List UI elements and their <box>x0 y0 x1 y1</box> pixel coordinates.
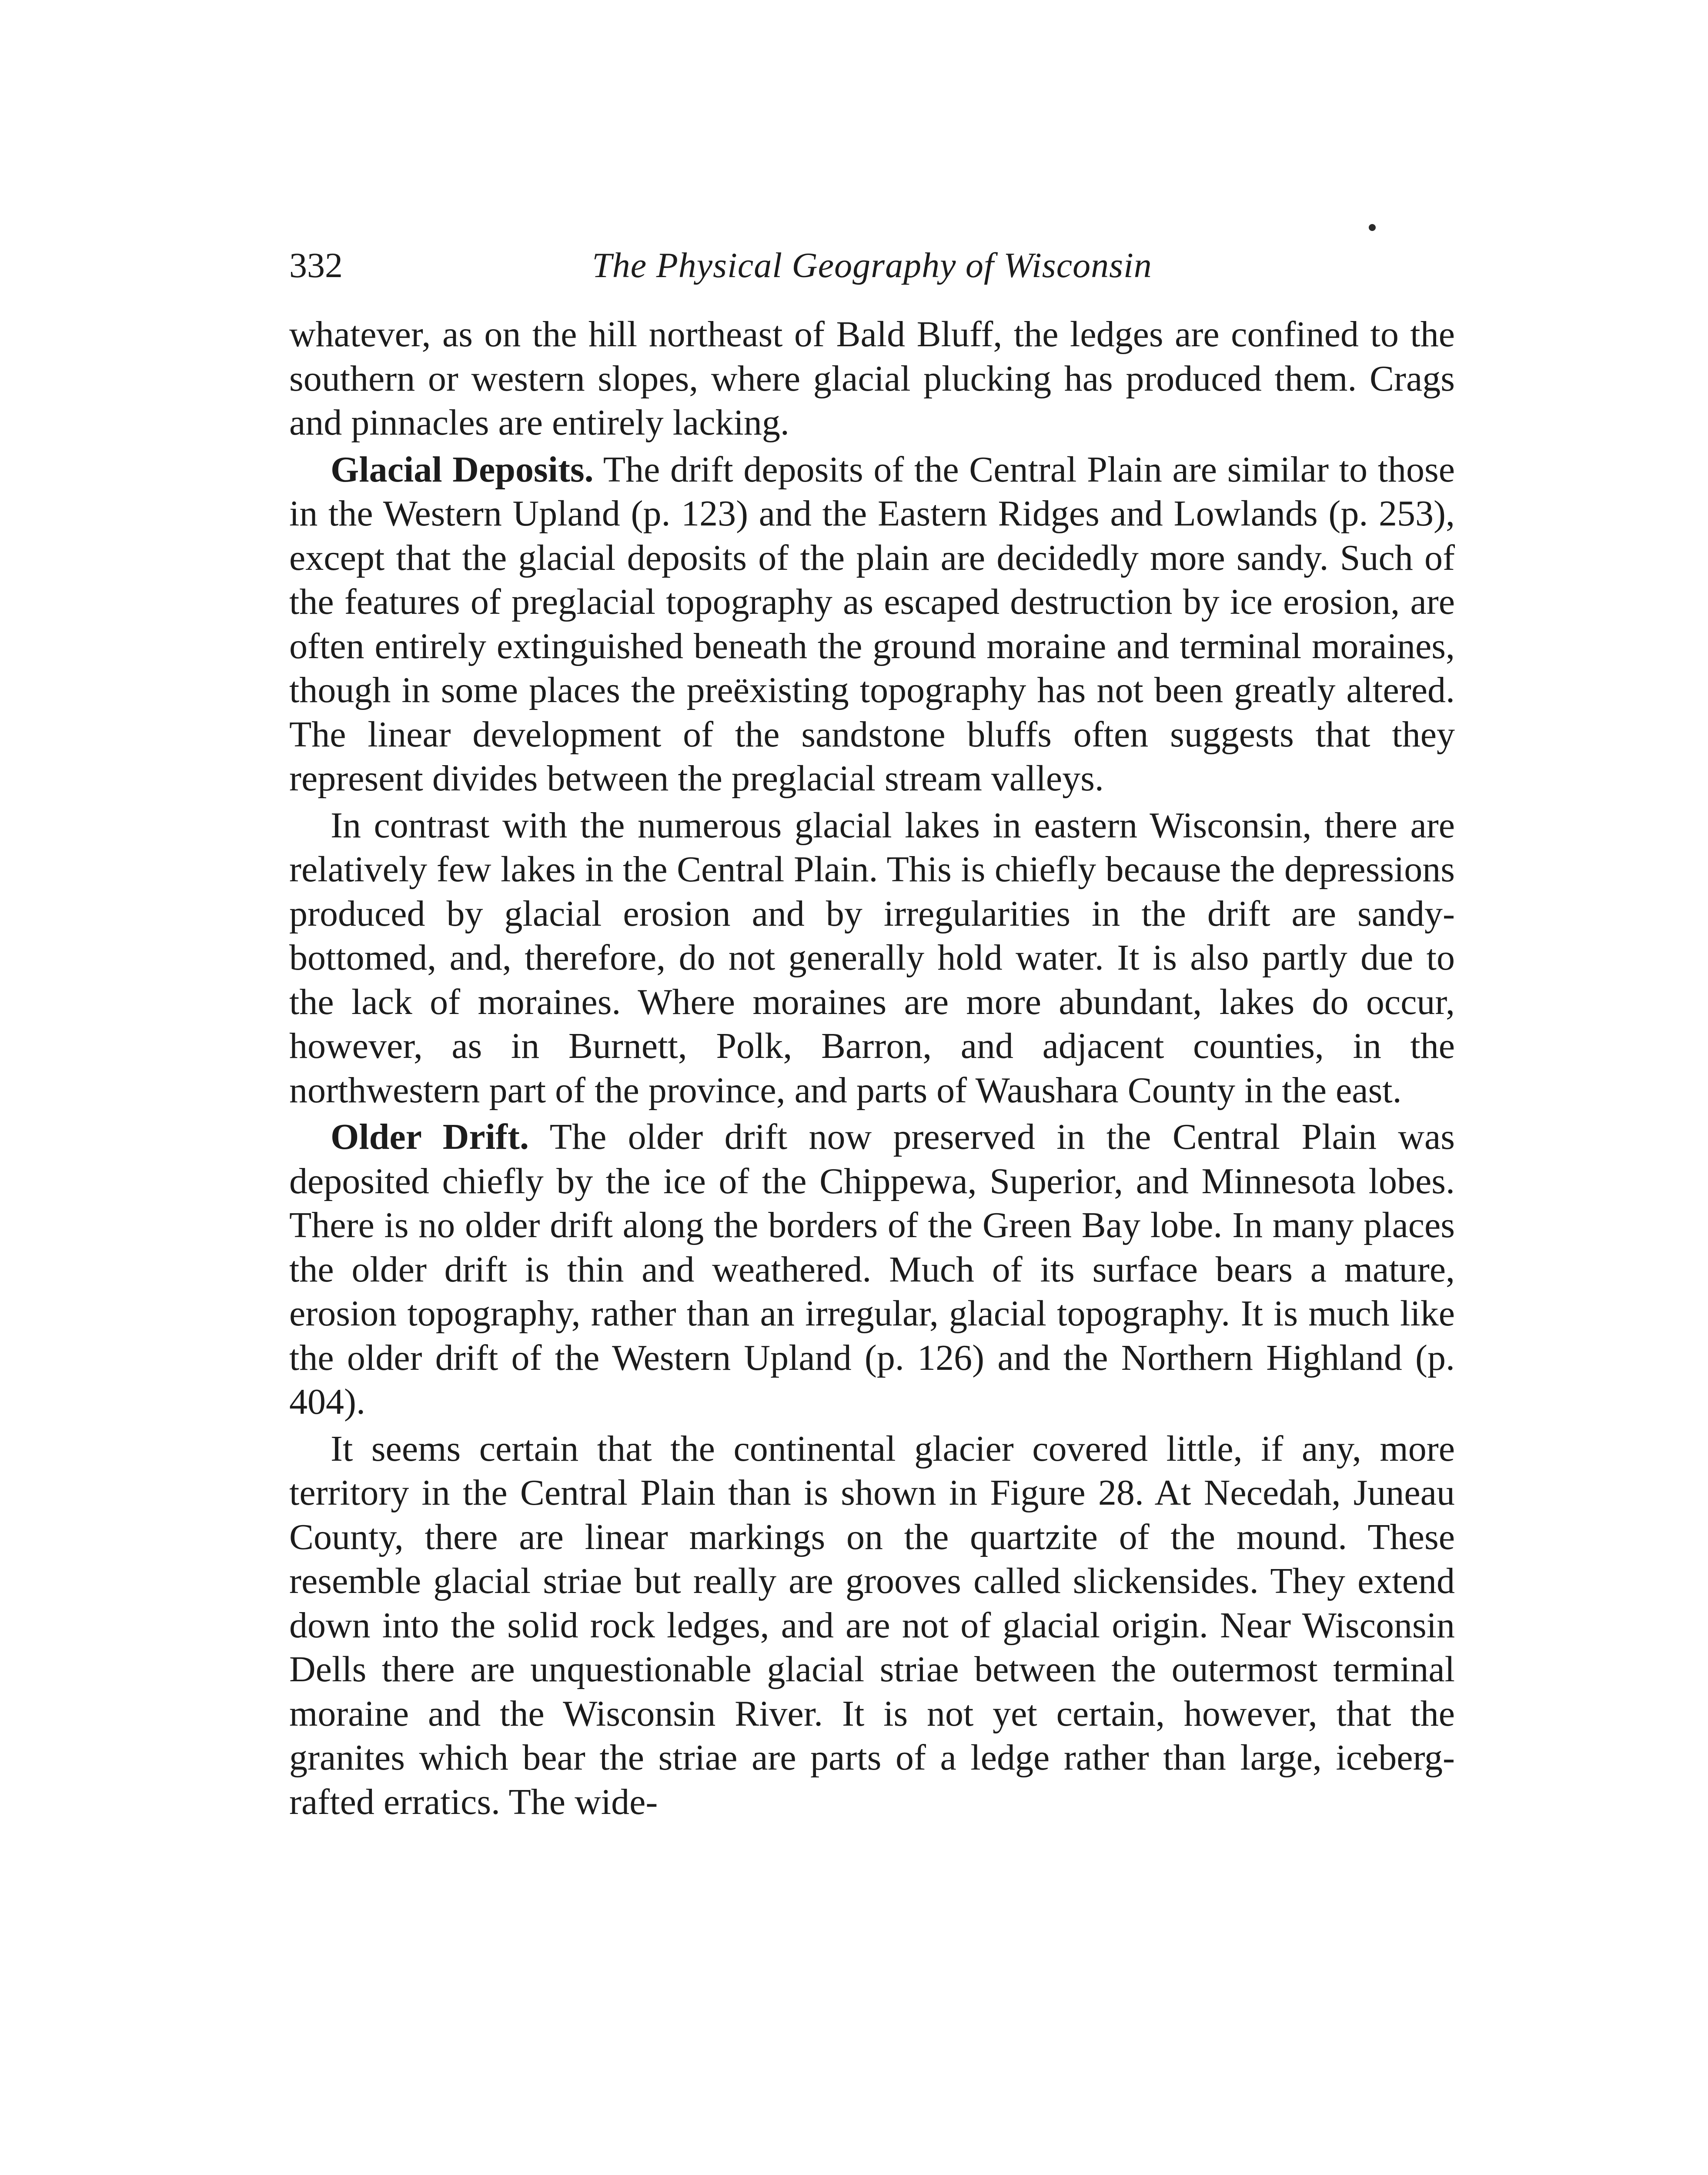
page-number: 332 <box>289 245 343 285</box>
paragraph-glacial-deposits <box>289 448 1455 801</box>
body-text <box>289 312 1455 1827</box>
print-speck <box>1369 224 1376 231</box>
paragraph-older-drift <box>289 1115 1455 1424</box>
section-heading-glacial-deposits: Glacial Deposits. <box>331 449 594 490</box>
paragraph-glacier-extent <box>289 1427 1455 1824</box>
paragraph-text: It seems certain that the continental glacier covered little, if any, more territory in the Central Plain than is shown in Figure 28. At Necedah, Juneau County, there are linear markings on the quartzite of the mound. These resemble glacial striae but really are grooves called slickensides. They extend down into the solid rock ledges, and are not of glacial origin. Near Wisconsin Dells there are unquestionable glacial striae between the outermost terminal moraine and the Wisconsin River. It is not yet certain, however, that the granites which bear the striae are parts of a ledge rather than large, iceberg-rafted erratics. The wide- <box>289 1428 1455 1822</box>
running-title: The Physical Geography of Wisconsin <box>592 245 1152 285</box>
paragraph-continuation <box>289 312 1455 445</box>
paragraph-text: whatever, as on the hill northeast of Bald Bluff, the ledges are confined to the southern or western slopes, where glacial plucking has produced them. Crags and pinnacles are entirely lacking. <box>289 314 1455 443</box>
paragraph-text: The older drift now preserved in the Central Plain was deposited chiefly by the ice of the Chippewa, Superior, and Minnesota lobes. There is no older drift along the borders of the Green Bay lobe. In many places the older drift is thin and weathered. Much of its surface bears a mature, erosion topography, rather than an irregular, glacial topography. It is much like the older drift of the Western Upland (p. 126) and the Northern Highland (p. 404). <box>289 1117 1455 1422</box>
paragraph-text: The drift deposits of the Central Plain are similar to those in the Western Upland (p. 123) and the Eastern Ridges and Lowlands (p. 253), except that the glacial deposits of the plain are decidedly more sandy. Such of the features of preglacial topography as escaped destruction by ice erosion, are often entirely extinguished beneath the ground moraine and terminal moraines, though in some places the preëxisting topography has not been greatly altered. The linear development of the sandstone bluffs often suggests that they represent divides between the preglacial stream valleys. <box>289 449 1455 799</box>
page-header <box>289 235 1455 296</box>
paragraph-text: In contrast with the numerous glacial lakes in eastern Wisconsin, there are relatively few lakes in the Central Plain. This is chiefly because the depressions produced by glacial erosion and by irregularities in the drift are sandy-bottomed, and, therefore, do not generally hold water. It is also partly due to the lack of moraines. Where moraines are more abundant, lakes do occur, however, as in Burnett, Polk, Barron, and adjacent counties, in the northwestern part of the province, and parts of Waushara County in the east. <box>289 805 1455 1111</box>
section-heading-older-drift: Older Drift. <box>331 1117 529 1157</box>
paragraph-lakes <box>289 803 1455 1113</box>
